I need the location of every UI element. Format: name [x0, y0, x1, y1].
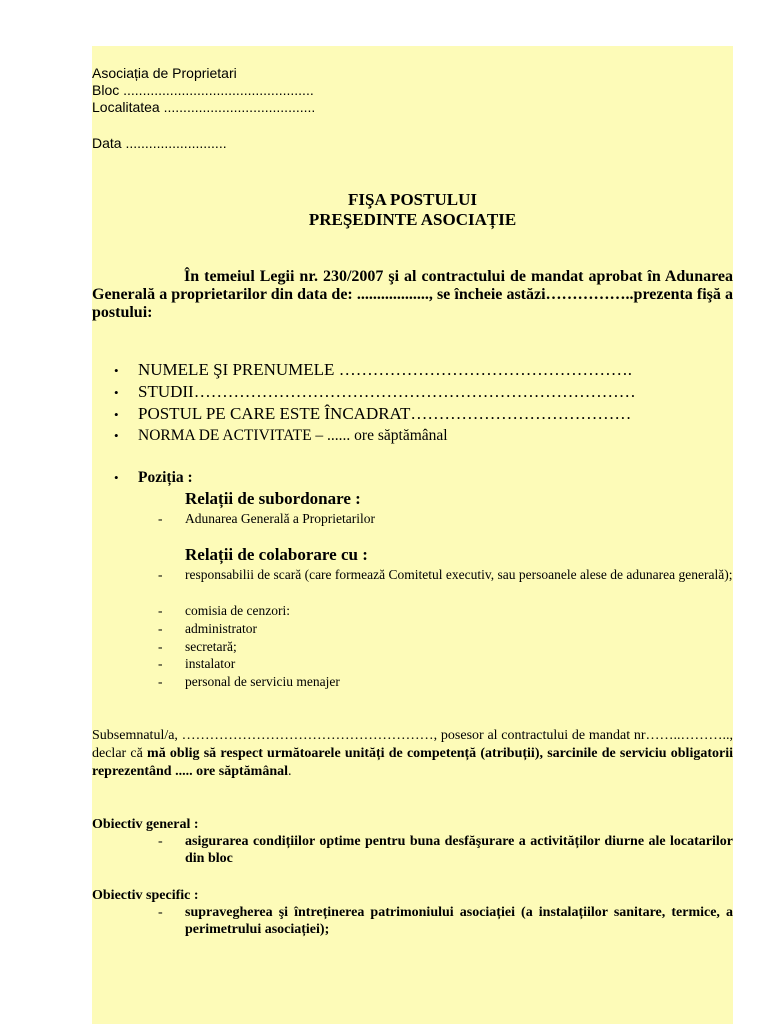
list-item: - secretară; — [158, 639, 237, 654]
dash-icon: - — [158, 639, 163, 654]
position-heading: • Poziția : — [114, 469, 193, 486]
list-item: - responsabilii de scară (care formează Comitetul executiv, sau persoanele alese de adunarea generală); — [158, 567, 733, 582]
general-objective-title: Obiectiv general : — [92, 817, 199, 832]
list-item: - personal de serviciu menajer — [158, 674, 340, 689]
collaboration-title: Relații de colaborare cu : — [185, 545, 368, 564]
dash-icon: - — [158, 834, 163, 849]
declaration-text: Subsemnatul/a, ………………………………………………, posesor al contractului de mandat nr……..……….., declar că — [92, 728, 733, 761]
date-field: Data .......................... — [92, 135, 227, 151]
dash-icon: - — [158, 511, 163, 526]
bullet-icon: • — [114, 428, 119, 443]
dash-icon: - — [158, 603, 163, 618]
dash-icon: - — [158, 656, 163, 671]
dash-icon: - — [158, 567, 163, 582]
intro-paragraph — [92, 268, 733, 322]
association-label: Asociația de Proprietari — [92, 65, 237, 81]
field-studies: • STUDII…………………………………………………………………… — [114, 382, 636, 401]
bullet-icon: • — [114, 363, 119, 378]
list-item: - administrator — [158, 621, 257, 636]
document-subtitle: PREŞEDINTE ASOCIAȚIE — [308, 210, 517, 229]
bullet-icon: • — [114, 407, 119, 422]
specific-objective-item: - supravegherea şi întreținerea patrimoniului asociației (a instalațiilor sanitare, termice, a perimetrului asociației); — [158, 905, 733, 937]
declaration-obligation: mă oblig să respect următoarele unități de competență (atribuții), sarcinile de serviciu obligatorii reprezentând ..... ore săptămânal — [92, 746, 733, 779]
dash-icon: - — [158, 621, 163, 636]
declaration-end: . — [288, 764, 292, 779]
declaration-paragraph — [92, 727, 733, 781]
specific-objective-title: Obiectiv specific : — [92, 888, 199, 903]
dash-icon: - — [158, 674, 163, 689]
document-page — [92, 46, 733, 1024]
block-field: Bloc ................................................. — [92, 82, 314, 98]
bullet-icon: • — [114, 385, 119, 400]
dash-icon: - — [158, 905, 163, 920]
list-item: - comisia de cenzori: — [158, 603, 290, 618]
list-item: - Adunarea Generală a Proprietarilor — [158, 511, 376, 526]
bullet-icon: • — [114, 470, 119, 485]
field-full-name: • NUMELE ŞI PRENUMELE ……………………………………………. — [114, 360, 632, 379]
list-item: - instalator — [158, 656, 236, 671]
field-work-norm: • NORMA DE ACTIVITATE – ...... ore săptămânal — [114, 427, 448, 444]
locality-field: Localitatea ....................................... — [92, 99, 316, 115]
field-position: • POSTUL PE CARE ESTE ÎNCADRAT………………………………… — [114, 404, 632, 423]
document-title: FIŞA POSTULUI — [348, 190, 477, 209]
intro-text: În temeiul Legii nr. 230/2007 şi al contractului de mandat aprobat în Adunarea Generală a proprietarilor din data de: .................., se încheie astăzi……………..prezenta fişă a postului: — [92, 268, 733, 321]
subordination-title: Relații de subordonare : — [185, 489, 361, 508]
general-objective-item: - asigurarea condițiilor optime pentru buna desfăşurare a activităților diurne ale locatarilor din bloc — [158, 834, 733, 866]
